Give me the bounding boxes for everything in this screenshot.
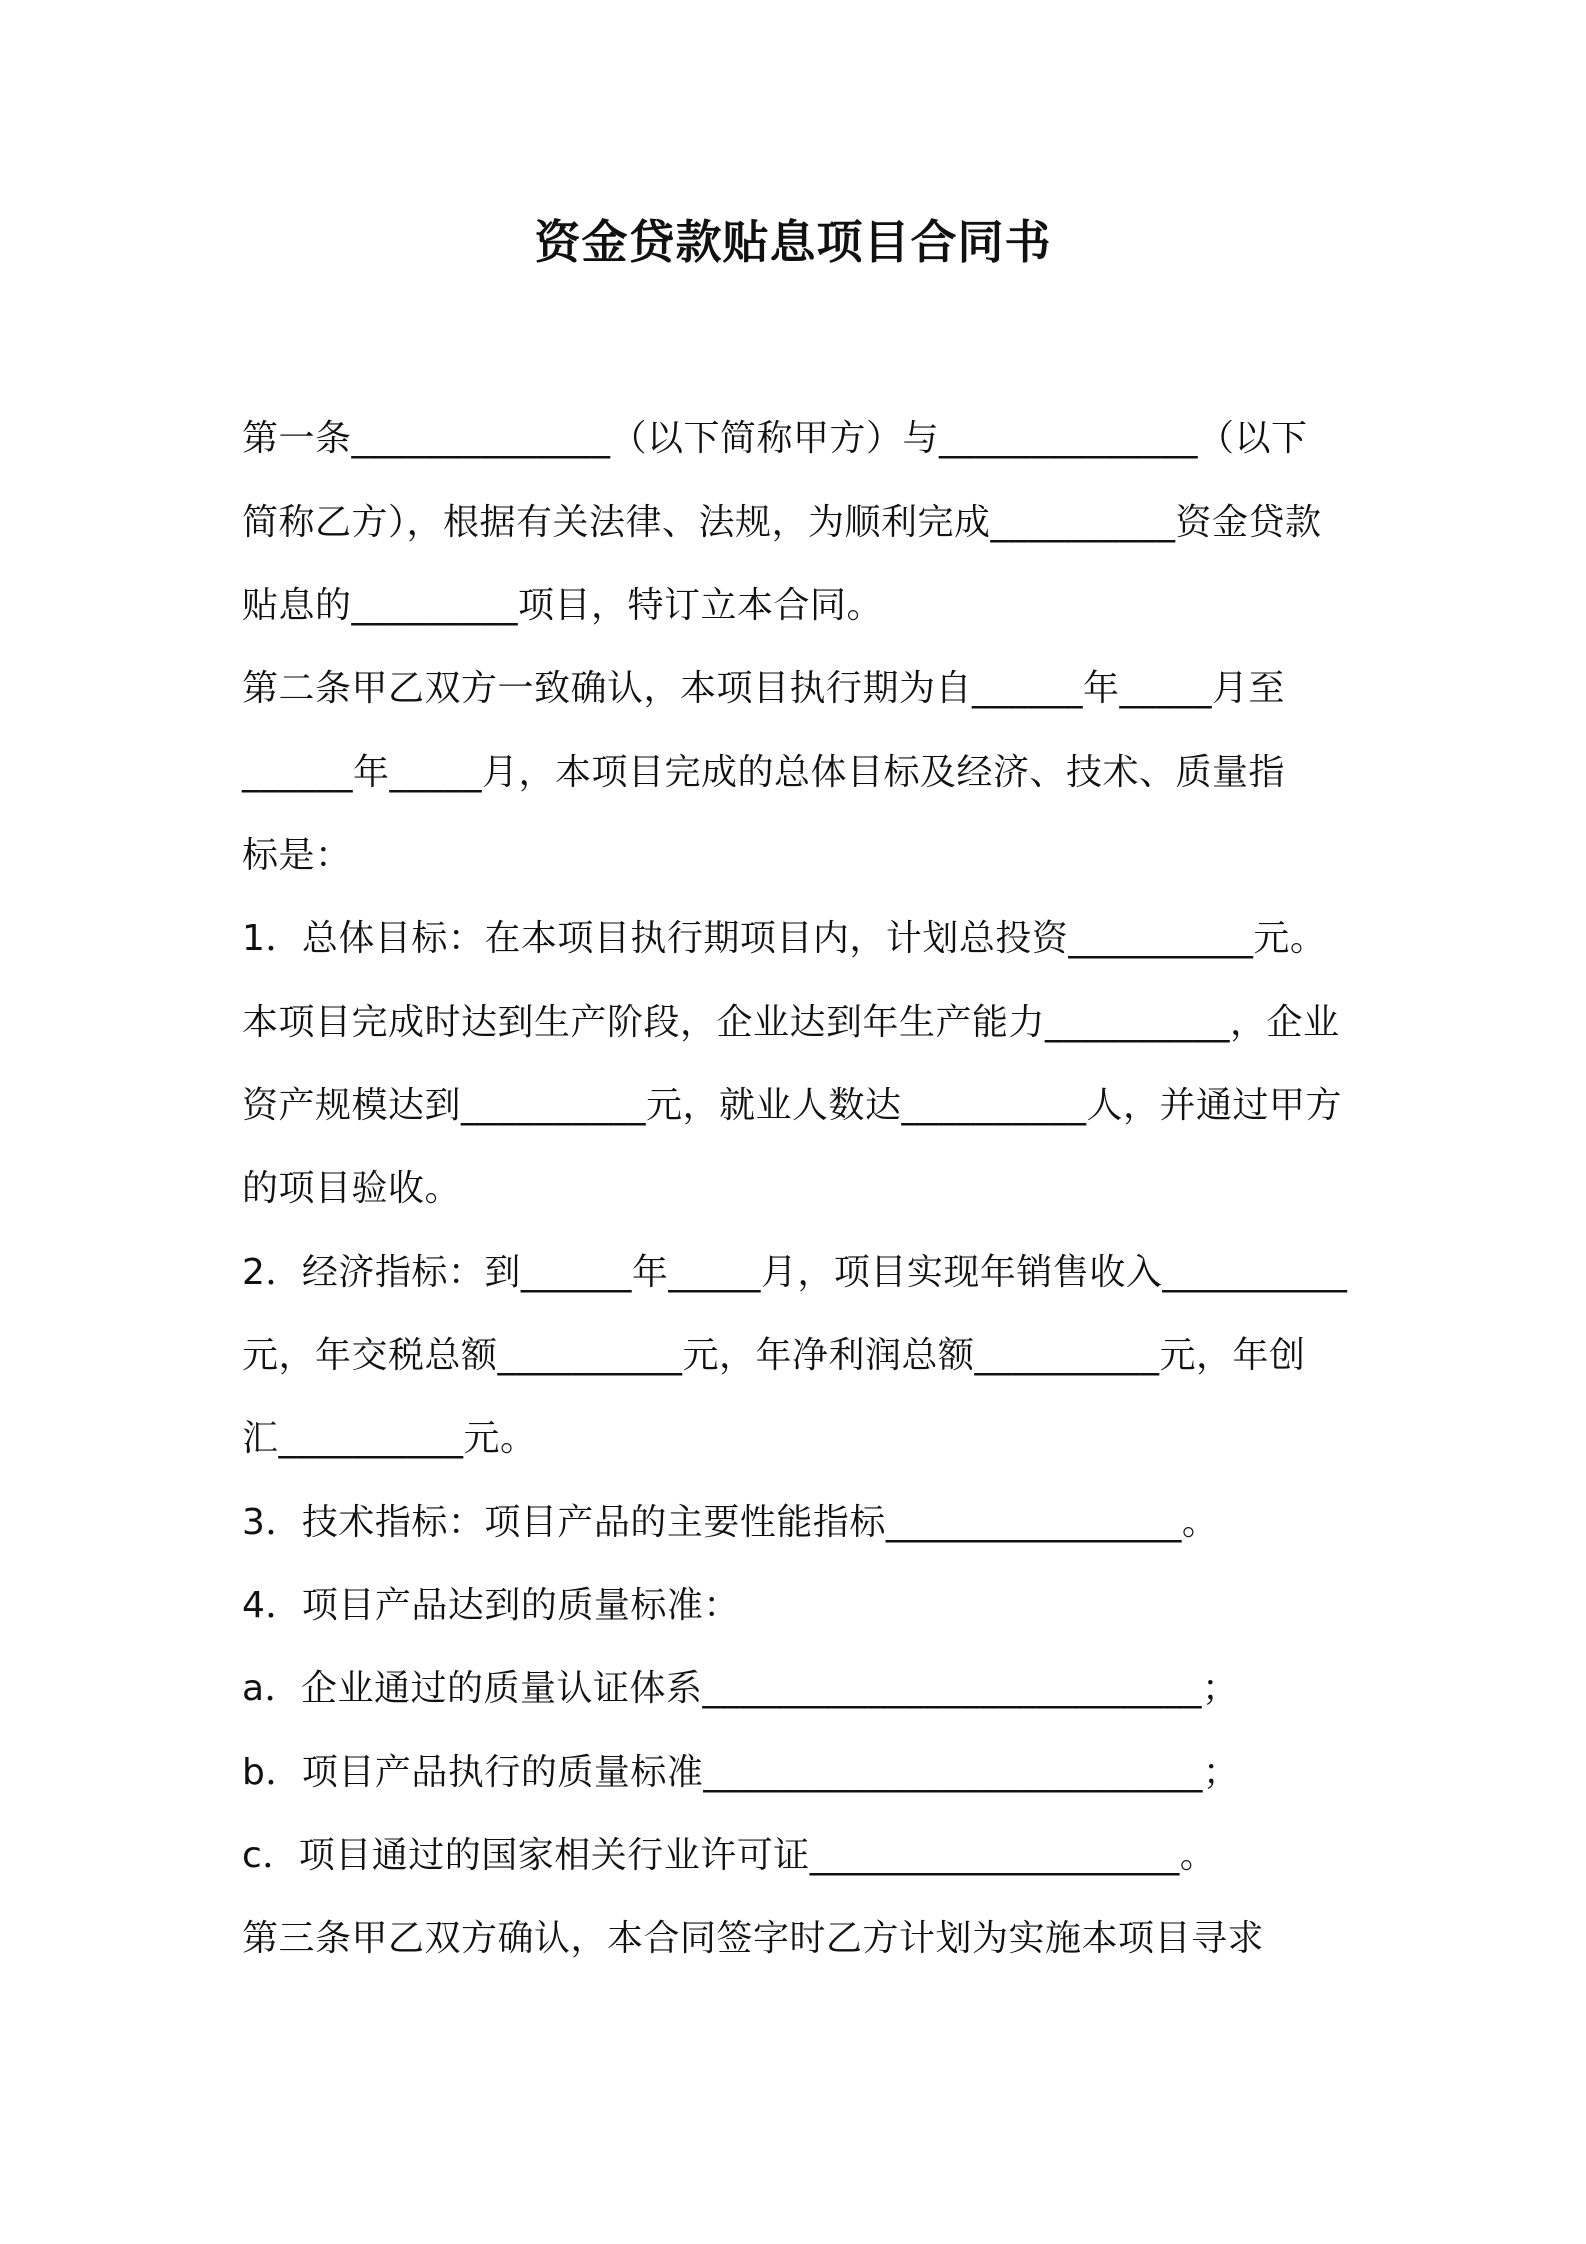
text-line-5: ______年_____月，本项目完成的总体目标及经济、技术、质量指 <box>242 752 1286 793</box>
text-line-3: 贴息的_________项目，特订立本合同。 <box>242 585 884 626</box>
text-line-1: 第一条______________（以下简称甲方）与______________（以下 <box>242 418 1308 459</box>
text-line-8: 本项目完成时达到生产阶段，企业达到年生产能力__________，企业 <box>242 1002 1340 1043</box>
text-line-6: 标是： <box>242 835 352 876</box>
text-line-19: 第三条甲乙双方确认，本合同签字时乙方计划为实施本项目寻求 <box>242 1918 1265 1959</box>
text-line-10: 的项目验收。 <box>242 1168 462 1209</box>
text-line-12: 元，年交税总额__________元，年净利润总额__________元，年创 <box>242 1335 1306 1376</box>
text-line-13: 汇__________元。 <box>242 1418 537 1459</box>
text-line-17: b．项目产品执行的质量标准___________________________； <box>242 1752 1240 1793</box>
text-line-11: 2．经济指标：到______年_____月，项目实现年销售收入__________ <box>242 1252 1348 1293</box>
text-line-18: c．项目通过的国家相关行业许可证____________________。 <box>242 1835 1217 1876</box>
text-line-15: 4．项目产品达到的质量标准： <box>242 1585 740 1626</box>
text-line-16: a．企业通过的质量认证体系___________________________； <box>242 1668 1239 1709</box>
text-line-2: 简称乙方），根据有关法律、法规，为顺利完成__________资金贷款 <box>242 502 1322 543</box>
text-line-7: 1．总体目标：在本项目执行期项目内，计划总投资__________元。 <box>242 918 1327 959</box>
text-line-14: 3．技术指标：项目产品的主要性能指标________________。 <box>242 1502 1219 1543</box>
text-line-4: 第二条甲乙双方一致确认，本项目执行期为自______年_____月至 <box>242 668 1286 709</box>
document-title: 资金贷款贴息项目合同书 <box>534 215 1052 269</box>
text-line-9: 资产规模达到__________元，就业人数达__________人，并通过甲方 <box>242 1085 1343 1126</box>
